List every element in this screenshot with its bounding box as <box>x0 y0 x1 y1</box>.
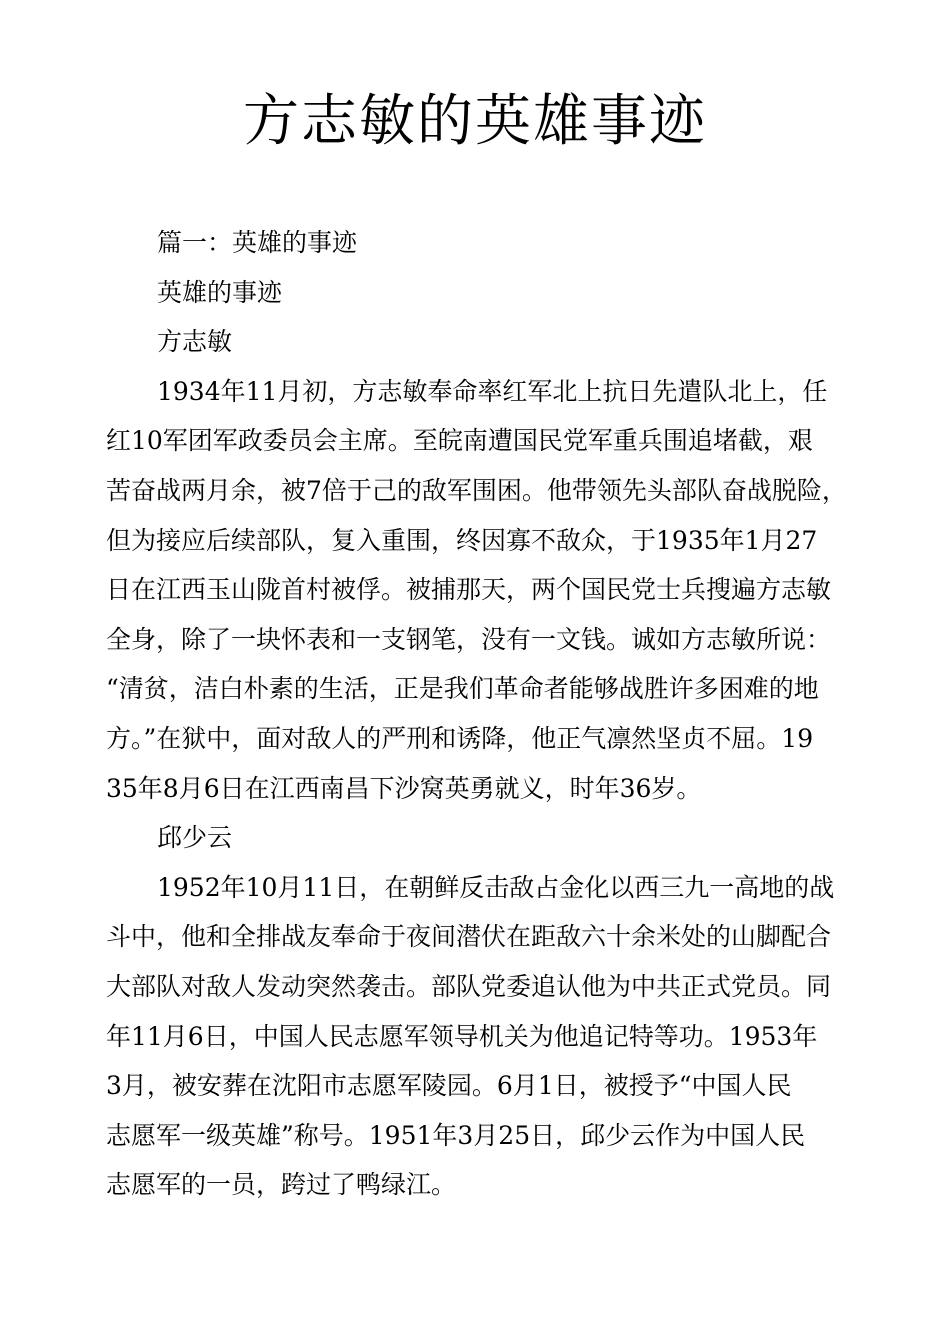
paragraph-line: 斗中，他和全排战友奉命于夜间潜伏在距敌六十余米处的山脚配合 <box>106 922 832 952</box>
paragraph-line: 大部队对敌人发动突然袭击。部队党委追认他为中共正式党员。同 <box>106 971 832 1001</box>
paragraph-line: 35年8月6日在江西南昌下沙窝英勇就义，时年36岁。 <box>106 773 702 803</box>
section-heading: 篇一：英雄的事迹 <box>157 228 358 257</box>
paragraph-line: 红10军团军政委员会主席。至皖南遭国民党军重兵围追堵截，艰 <box>106 426 813 456</box>
paragraph-line: 1934年11月初，方志敏奉命率红军北上抗日先遣队北上，任 <box>157 376 828 406</box>
paragraph-line: 方。”在狱中，面对敌人的严刑和诱降，他正气凛然坚贞不屈。19 <box>106 723 814 753</box>
document-title: 方志敏的英雄事迹 <box>243 89 707 154</box>
paragraph-line: 苦奋战两月余，被7倍于己的敌军围困。他带领先头部队奋战脱险， <box>106 475 847 505</box>
document-body <box>106 218 858 1210</box>
paragraph-line: 年11月6日，中国人民志愿军领导机关为他追记特等功。1953年 <box>106 1021 818 1051</box>
subheading: 英雄的事迹 <box>157 277 283 307</box>
hero-name-fang-zhimin: 方志敏 <box>157 327 233 357</box>
paragraph-line: 全身，除了一块怀表和一支钢笔，没有一文钱。诚如方志敏所说： <box>106 624 832 654</box>
paragraph-line: 但为接应后续部队，复入重围，终因寡不敌众，于1935年1月27 <box>106 525 818 555</box>
paragraph-line: 志愿军一级英雄”称号。1951年3月25日，邱少云作为中国人民 <box>106 1120 806 1150</box>
paragraph-line: 3月，被安葬在沈阳市志愿军陵园。6月1日，被授予“中国人民 <box>106 1071 792 1101</box>
paragraph-line: 日在江西玉山陇首村被俘。被捕那天，两个国民党士兵搜遍方志敏 <box>106 575 832 605</box>
hero-name-qiu-shaoyun: 邱少云 <box>157 823 233 853</box>
paragraph-line: 志愿军的一员，跨过了鸭绿江。 <box>106 1170 457 1200</box>
paragraph-line: 1952年10月11日，在朝鲜反击敌占金化以西三九一高地的战 <box>157 872 835 902</box>
paragraph-line: “清贫，洁白朴素的生活，正是我们革命者能够战胜许多困难的地 <box>106 674 819 704</box>
